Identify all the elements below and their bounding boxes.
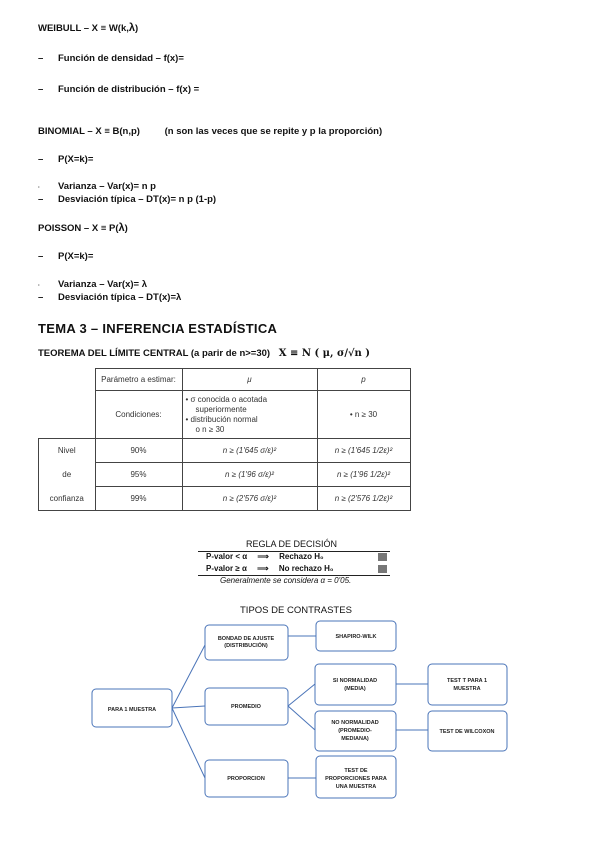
weibull-title: WEIBULL – X ≡ W(k,λ) [38, 22, 139, 34]
node-no-normal-label-2: (PROMEDIO- [338, 728, 372, 734]
node-test-t [428, 664, 507, 705]
node-test-t-label-1: TEST T PARA 1 [446, 678, 488, 684]
p-99: n ≥ (2'576 1/2ε)² [317, 487, 410, 511]
connector-si-normal [288, 684, 315, 706]
section-title: TEMA 3 – INFERENCIA ESTADÍSTICA [38, 321, 278, 336]
node-proporcion-label: PROPORCION [227, 776, 265, 782]
node-test-prop-label-2: PROPORCIONES PARA [325, 776, 387, 782]
binomial-title: BINOMIAL – X ≡ B(n,p) (n son las veces que se repite y p la proporción) [38, 126, 383, 137]
mu-95: n ≥ (1'96 σ/ε)² [182, 463, 317, 487]
conditions-mu: • σ conocida o acotada superiormente • distribución normal o n ≥ 30 [182, 391, 317, 439]
nivel-label-2: de [39, 463, 96, 487]
mu-99: n ≥ (2'576 σ/ε)² [182, 487, 317, 511]
nivel-label-1: Nivel [39, 439, 96, 463]
node-promedio-label: PROMEDIO [231, 704, 261, 710]
decision-note: Generalmente se considera α = 0'05. [220, 576, 352, 585]
weibull-distribution: – Función de distribución – f(x) = [38, 84, 200, 95]
connector-no-normal [288, 706, 315, 730]
mu-90: n ≥ (1'645 σ/ε)² [182, 439, 317, 463]
decision-row-1: P-valor < α ⟹ Rechazo H₀ [206, 552, 324, 561]
connector-promedio [172, 706, 205, 708]
level-95: 95% [95, 463, 182, 487]
conditions-p: • n ≥ 30 [317, 391, 410, 439]
node-no-normal-label-3: MEDIANA) [341, 736, 369, 742]
p-90: n ≥ (1'645 1/2ε)² [317, 439, 410, 463]
contrastes-title: TIPOS DE CONTRASTES [240, 605, 352, 616]
mu-header: μ [182, 369, 317, 391]
poisson-prob: – P(X=k)= [38, 251, 94, 262]
node-test-prop-label-3: UNA MUESTRA [335, 784, 377, 790]
poisson-variance: · Varianza – Var(x)= λ [38, 279, 147, 290]
node-bondad-label-2: (DISTRIBUCIÓN) [224, 643, 268, 649]
param-header: Parámetro a estimar: [95, 369, 182, 391]
p-header: p [317, 369, 410, 391]
nivel-label-3: confianza [39, 487, 96, 511]
tlc-label: TEOREMA DEL LÍMITE CENTRAL (a parir de n>=30) X ≡ N ( μ, σ/√n ) [38, 348, 371, 359]
conditions-label: Condiciones: [95, 391, 182, 439]
poisson-title: POISSON – X ≡ P(λ) [38, 222, 128, 234]
level-90: 90% [95, 439, 182, 463]
node-bondad-label-1: BONDAD DE AJUSTE [217, 636, 275, 642]
node-wilcoxon-label: TEST DE WILCOXON [439, 729, 495, 735]
connector-proporcion [172, 708, 205, 778]
node-root-label: PARA 1 MUESTRA [107, 707, 157, 713]
decision-row-2: P-valor ≥ α ⟹ No rechazo H₀ [206, 564, 334, 573]
binomial-variance: · Varianza – Var(x)= n p [38, 181, 156, 192]
poisson-stddev: – Desviación típica – DT(x)=λ [38, 292, 182, 303]
level-99: 99% [95, 487, 182, 511]
weibull-density: – Función de densidad – f(x)= [38, 53, 184, 64]
p-95: n ≥ (1'96 1/2ε)² [317, 463, 410, 487]
decision-title: REGLA DE DECISIÓN [246, 539, 338, 549]
binomial-stddev: – Desviación típica – DT(x)= n p (1-p) [38, 194, 217, 205]
connector-bondad [172, 645, 205, 708]
node-test-prop-label-1: TEST DE [344, 768, 368, 774]
node-no-normal-label-1: NO NORMALIDAD [331, 720, 379, 726]
node-si-normal-label-2: (MEDIA) [344, 686, 366, 692]
tlc-formula: X ≡ N ( μ, σ/√n ) [278, 348, 371, 359]
node-si-normal [315, 664, 396, 705]
node-test-t-label-2: MUESTRA [453, 686, 481, 692]
node-shapiro-label: SHAPIRO-WILK [335, 634, 377, 640]
binomial-prob: – P(X=k)= [38, 154, 94, 165]
node-si-normal-label-1: SI NORMALIDAD [332, 678, 378, 684]
